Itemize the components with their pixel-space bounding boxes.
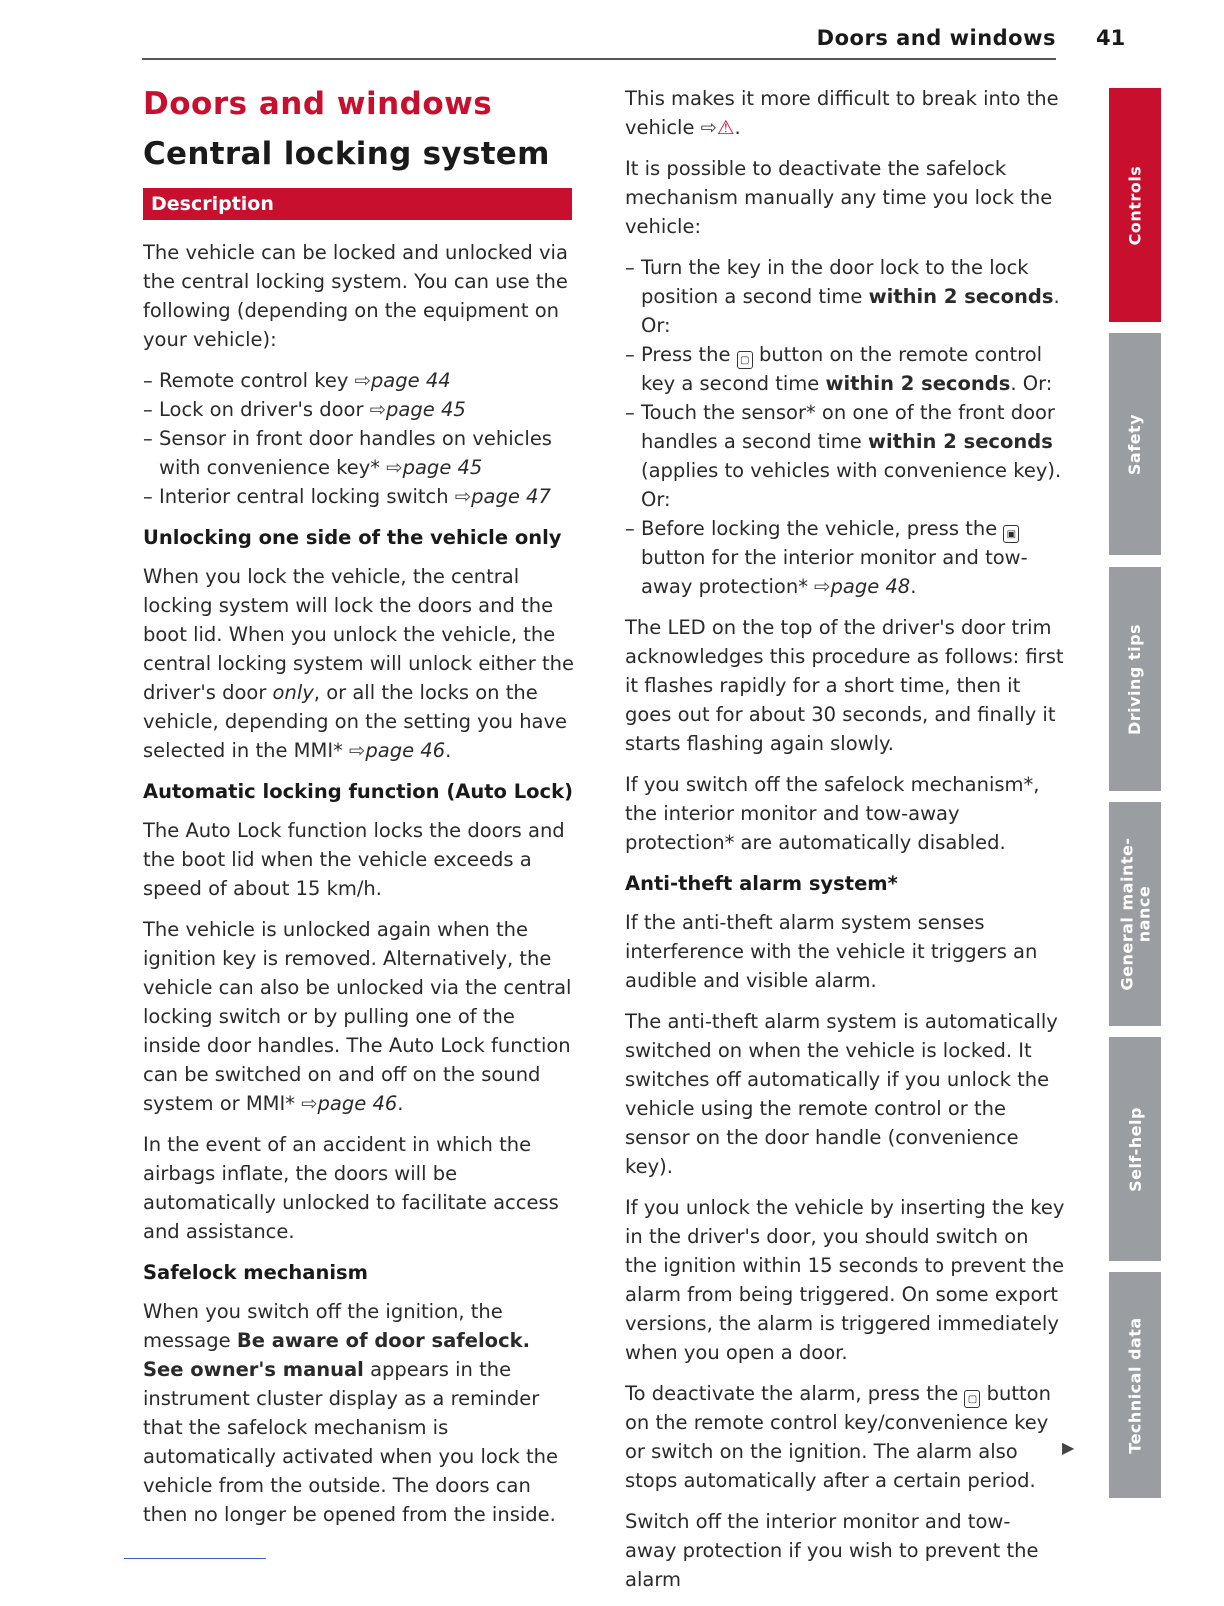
alarm-paragraph-3: If you unlock the vehicle by inserting the key in the driver's door, you should switch on the ignition within 15 seconds to prevent the alarm from being triggered. On some export versions, the alarm is triggered immediately when you open a door.	[625, 1196, 1065, 1364]
chapter-tabs	[1109, 88, 1161, 1498]
page-ref-link[interactable]: ⇨page 44	[354, 369, 451, 392]
list-item: – Touch the sensor* on one of the front door handles a second time within 2 seconds (applies to vehicles with convenience key). Or:	[625, 398, 1065, 514]
led-paragraph: The LED on the top of the driver's door trim acknowledges this procedure as follows: first it flashes rapidly for a short time, then it goes out for about 30 seconds, and finally it starts flashing again slowly.	[625, 616, 1064, 755]
right-column	[625, 84, 1065, 1606]
tab-safety[interactable]: Safety	[1109, 333, 1161, 555]
page-number: 41	[1096, 26, 1126, 50]
auto-lock-paragraph-1: The Auto Lock function locks the doors and the boot lid when the vehicle exceeds a speed of about 15 km/h.	[143, 819, 565, 900]
list-item: – Remote control key ⇨page 44	[143, 366, 575, 395]
left-column	[143, 84, 575, 1541]
list-item: – Interior central locking switch ⇨page 47	[143, 482, 575, 511]
running-header-title: Doors and windows	[816, 26, 1056, 50]
alarm-heading: Anti-theft alarm system*	[625, 872, 898, 895]
arrow-right-icon: ⇨	[354, 369, 371, 392]
deactivate-intro: It is possible to deactivate the safelock mechanism manually any time you lock the vehicle:	[625, 157, 1053, 238]
unlock-paragraph: When you lock the vehicle, the central locking system will lock the doors and the boot lid. When you unlock the vehicle, the central locking system will unlock either the driver's door only, or all the locks on the vehicle, depending on the setting you have selected in the MMI* ⇨page 46.	[143, 565, 575, 762]
interior-monitor-button-icon: ▣	[1003, 525, 1019, 543]
alarm-paragraph-1: If the anti-theft alarm system senses interference with the vehicle it triggers an audible and visible alarm.	[625, 911, 1038, 992]
section-title: Central locking system	[143, 136, 550, 172]
chapter-title: Doors and windows	[143, 86, 493, 122]
safelock-heading: Safelock mechanism	[143, 1261, 368, 1284]
deactivate-steps-list	[625, 253, 1065, 601]
warning-triangle-icon[interactable]: ⚠	[717, 116, 735, 139]
arrow-right-icon: ⇨	[386, 456, 403, 479]
safelock-continued-paragraph: This makes it more difficult to break into the vehicle ⇨⚠.	[625, 87, 1059, 139]
list-item: – Press the ▢ button on the remote control key a second time within 2 seconds. Or:	[625, 340, 1065, 398]
arrow-right-icon: ⇨	[349, 739, 366, 762]
list-item: – Lock on driver's door ⇨page 45	[143, 395, 575, 424]
page-ref-link[interactable]: ⇨page 45	[386, 456, 483, 479]
alarm-paragraph-5: Switch off the interior monitor and tow-away protection if you wish to prevent the alarm	[625, 1510, 1039, 1591]
safelock-paragraph: When you switch off the ignition, the message Be aware of door safelock. See owner's manual appears in the instrument cluster display as a reminder that the safelock mechanism is automatically activated when you lock the vehicle from the outside. The doors can then no longer be opened from the inside.	[143, 1300, 559, 1526]
footer-link-rule	[124, 1558, 266, 1559]
auto-lock-paragraph-2: The vehicle is unlocked again when the ignition key is removed. Alternatively, the vehicle can also be unlocked via the central locking switch or by pulling one of the inside door handles. The Auto Lock function can be switched on and off on the sound system or MMI* ⇨page 46.	[143, 918, 572, 1115]
locking-options-list	[143, 366, 575, 511]
list-item: – Sensor in front door handles on vehicles with convenience key* ⇨page 45	[143, 424, 575, 482]
continue-triangle-icon: ▶	[1062, 1438, 1075, 1457]
page-ref-link[interactable]: ⇨page 46	[301, 1092, 398, 1115]
auto-lock-paragraph-3: In the event of an accident in which the airbags inflate, the doors will be automatically unlocked to facilitate access and assistance.	[143, 1133, 559, 1243]
lock-button-icon: ▢	[737, 351, 753, 369]
switch-off-paragraph: If you switch off the safelock mechanism*, the interior monitor and tow-away protection* are automatically disabled.	[625, 773, 1040, 854]
arrow-right-icon: ⇨	[301, 1092, 318, 1115]
alarm-paragraph-4: To deactivate the alarm, press the ▢ button on the remote control key/convenience key or switch on the ignition. The alarm also stops automatically after a certain period.	[625, 1382, 1051, 1492]
arrow-right-icon: ⇨	[814, 575, 831, 598]
alarm-paragraph-2: The anti-theft alarm system is automatically switched on when the vehicle is locked. It switches off automatically if you unlock the vehicle using the remote control or the sensor on the door handle (convenience key).	[625, 1010, 1058, 1178]
intro-paragraph: The vehicle can be locked and unlocked via the central locking system. You can use the following (depending on the equipment on your vehicle):	[143, 241, 568, 351]
tab-controls[interactable]: Controls	[1109, 88, 1161, 322]
list-item: – Turn the key in the door lock to the lock position a second time within 2 seconds. Or:	[625, 253, 1065, 340]
unlock-heading: Unlocking one side of the vehicle only	[143, 526, 562, 549]
header-divider	[142, 58, 1056, 60]
arrow-right-icon: ⇨	[700, 116, 717, 139]
tab-driving-tips[interactable]: Driving tips	[1109, 567, 1161, 791]
tab-general-maintenance[interactable]: General mainte- nance	[1109, 802, 1161, 1026]
description-bar: Description	[143, 188, 572, 220]
page-ref-link[interactable]: ⇨page 46	[349, 739, 446, 762]
list-item: – Before locking the vehicle, press the ▣ button for the interior monitor and tow-away protection* ⇨page 48.	[625, 514, 1065, 601]
arrow-right-icon: ⇨	[454, 485, 472, 508]
arrow-right-icon: ⇨	[369, 398, 387, 421]
tab-technical-data[interactable]: Technical data	[1109, 1272, 1161, 1498]
auto-lock-heading: Automatic locking function (Auto Lock)	[143, 780, 573, 803]
page-ref-link[interactable]: ⇨page 47	[454, 485, 551, 508]
tab-self-help[interactable]: Self-help	[1109, 1037, 1161, 1261]
page-ref-link[interactable]: ⇨page 45	[369, 398, 466, 421]
page-ref-link[interactable]: ⇨page 48	[814, 575, 911, 598]
unlock-button-icon: ▢	[964, 1390, 980, 1408]
